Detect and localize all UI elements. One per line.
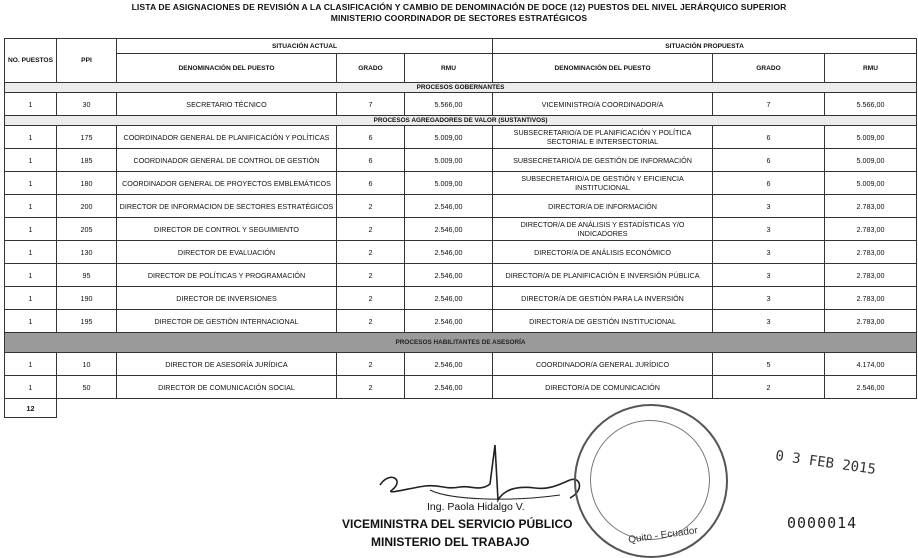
- cell-rmu-p: 4.174,00: [825, 353, 917, 376]
- col-header-grado-propuesta: GRADO: [713, 54, 825, 83]
- cell-grado-a: 2: [337, 218, 405, 241]
- cell-no: 1: [5, 126, 57, 149]
- table-row: [5, 172, 917, 195]
- cell-rmu-a: 2.546,00: [405, 353, 493, 376]
- cell-no: 1: [5, 195, 57, 218]
- cell-propuesta: SUBSECRETARIO/A DE PLANIFICACIÓN Y POLÍTICA SECTORIAL E INTERSECTORIAL: [493, 126, 713, 149]
- cell-actual: DIRECTOR DE ASESORÍA JURÍDICA: [117, 353, 337, 376]
- cell-propuesta: DIRECTOR/A DE INFORMACIÓN: [493, 195, 713, 218]
- cell-rmu-p: 2.783,00: [825, 241, 917, 264]
- section-row: [5, 116, 917, 126]
- header-row-groups: [5, 39, 917, 54]
- cell-grado-a: 2: [337, 310, 405, 333]
- cell-rmu-a: 2.546,00: [405, 195, 493, 218]
- cell-actual: COORDINADOR GENERAL DE PROYECTOS EMBLEMÁTICOS: [117, 172, 337, 195]
- cell-no: 1: [5, 310, 57, 333]
- cell-rmu-a: 2.546,00: [405, 264, 493, 287]
- official-seal-inner-ring: [590, 420, 710, 540]
- col-header-ppi: PPI: [57, 39, 117, 83]
- cell-rmu-a: 2.546,00: [405, 287, 493, 310]
- signatory-role: VICEMINISTRA DEL SERVICIO PÚBLICO: [342, 517, 573, 531]
- cell-grado-a: 2: [337, 195, 405, 218]
- cell-rmu-a: 5.009,00: [405, 149, 493, 172]
- cell-rmu-p: 2.546,00: [825, 376, 917, 399]
- cell-ppi: 50: [57, 376, 117, 399]
- cell-propuesta: DIRECTOR/A DE ANÁLISIS Y ESTADÍSTICAS Y/O INDICADORES: [493, 218, 713, 241]
- cell-ppi: 180: [57, 172, 117, 195]
- table-body: [5, 83, 917, 418]
- cell-grado-a: 2: [337, 264, 405, 287]
- cell-rmu-a: 5.009,00: [405, 126, 493, 149]
- cell-actual: DIRECTOR DE COMUNICACIÓN SOCIAL: [117, 376, 337, 399]
- cell-grado-p: 3: [713, 287, 825, 310]
- col-header-grado-actual: GRADO: [337, 54, 405, 83]
- cell-propuesta: COORDINADOR/A GENERAL JURÍDICO: [493, 353, 713, 376]
- cell-grado-a: 2: [337, 353, 405, 376]
- cell-actual: DIRECTOR DE POLÍTICAS Y PROGRAMACIÓN: [117, 264, 337, 287]
- signatory-name: Ing. Paola Hidalgo V.: [427, 501, 525, 513]
- cell-no: 1: [5, 376, 57, 399]
- document-subtitle: MINISTERIO COORDINADOR DE SECTORES ESTRATÉGICOS: [330, 13, 588, 23]
- section-label: PROCESOS HABILITANTES DE ASESORÍA: [5, 333, 917, 353]
- cell-grado-p: 3: [713, 264, 825, 287]
- signatory-organization: MINISTERIO DEL TRABAJO: [371, 535, 530, 549]
- cell-rmu-p: 2.783,00: [825, 310, 917, 333]
- cell-no: 1: [5, 218, 57, 241]
- cell-no: 1: [5, 353, 57, 376]
- cell-propuesta: DIRECTOR/A DE COMUNICACIÓN: [493, 376, 713, 399]
- cell-grado-a: 2: [337, 376, 405, 399]
- group-header-propuesta: SITUACIÓN PROPUESTA: [493, 39, 917, 54]
- cell-actual: DIRECTOR DE GESTIÓN INTERNACIONAL: [117, 310, 337, 333]
- cell-rmu-p: 5.009,00: [825, 149, 917, 172]
- cell-actual: COORDINADOR GENERAL DE CONTROL DE GESTIÓN: [117, 149, 337, 172]
- cell-no: 1: [5, 241, 57, 264]
- total-count: 12: [5, 399, 57, 418]
- cell-propuesta: DIRECTOR/A DE ANÁLISIS ECONÓMICO: [493, 241, 713, 264]
- cell-no: 1: [5, 172, 57, 195]
- section-label: PROCESOS AGREGADORES DE VALOR (SUSTANTIVOS): [5, 116, 917, 126]
- table-row: [5, 149, 917, 172]
- seal-text: Quito - Ecuador: [627, 525, 699, 546]
- cell-grado-p: 5: [713, 353, 825, 376]
- cell-rmu-p: 5.009,00: [825, 172, 917, 195]
- cell-propuesta: SUBSECRETARIO/A DE GESTIÓN DE INFORMACIÓN: [493, 149, 713, 172]
- col-header-no-puestos: NO. PUESTOS: [5, 39, 57, 83]
- cell-ppi: 195: [57, 310, 117, 333]
- col-header-rmu-propuesta: RMU: [825, 54, 917, 83]
- section-label: PROCESOS GOBERNANTES: [5, 83, 917, 93]
- cell-rmu-a: 5.566,00: [405, 93, 493, 116]
- table-row: [5, 376, 917, 399]
- cell-no: 1: [5, 287, 57, 310]
- cell-grado-p: 2: [713, 376, 825, 399]
- table-row: [5, 195, 917, 218]
- cell-grado-p: 7: [713, 93, 825, 116]
- table-row: [5, 264, 917, 287]
- cell-grado-a: 6: [337, 126, 405, 149]
- cell-propuesta: DIRECTOR/A DE GESTIÓN INSTITUCIONAL: [493, 310, 713, 333]
- document-number-stamp: 0000014: [787, 514, 858, 532]
- cell-no: 1: [5, 149, 57, 172]
- table-row: [5, 310, 917, 333]
- cell-rmu-a: 2.546,00: [405, 376, 493, 399]
- cell-grado-a: 7: [337, 93, 405, 116]
- table-row: [5, 126, 917, 149]
- cell-ppi: 95: [57, 264, 117, 287]
- cell-grado-p: 3: [713, 310, 825, 333]
- cell-ppi: 190: [57, 287, 117, 310]
- cell-rmu-a: 2.546,00: [405, 310, 493, 333]
- cell-grado-p: 6: [713, 126, 825, 149]
- cell-ppi: 10: [57, 353, 117, 376]
- cell-rmu-p: 2.783,00: [825, 287, 917, 310]
- cell-ppi: 130: [57, 241, 117, 264]
- cell-rmu-a: 2.546,00: [405, 241, 493, 264]
- table-row: [5, 353, 917, 376]
- cell-actual: DIRECTOR DE INVERSIONES: [117, 287, 337, 310]
- cell-actual: SECRETARIO TÉCNICO: [117, 93, 337, 116]
- received-date-stamp: 0 3 FEB 2015: [774, 448, 877, 478]
- header-row-columns: [5, 54, 917, 83]
- cell-ppi: 200: [57, 195, 117, 218]
- cell-rmu-p: 5.566,00: [825, 93, 917, 116]
- cell-actual: DIRECTOR DE EVALUACIÓN: [117, 241, 337, 264]
- table-row: [5, 93, 917, 116]
- cell-ppi: 175: [57, 126, 117, 149]
- cell-grado-a: 2: [337, 241, 405, 264]
- cell-ppi: 30: [57, 93, 117, 116]
- cell-ppi: 205: [57, 218, 117, 241]
- cell-grado-a: 6: [337, 149, 405, 172]
- cell-propuesta: SUBSECRETARIO/A DE GESTIÓN Y EFICIENCIA INSTITUCIONAL: [493, 172, 713, 195]
- cell-actual: COORDINADOR GENERAL DE PLANIFICACIÓN Y POLÍTICAS: [117, 126, 337, 149]
- cell-rmu-p: 5.009,00: [825, 126, 917, 149]
- cell-rmu-p: 2.783,00: [825, 264, 917, 287]
- cell-propuesta: DIRECTOR/A DE GESTIÓN PARA LA INVERSIÓN: [493, 287, 713, 310]
- total-row-blank: [57, 399, 917, 418]
- cell-actual: DIRECTOR DE INFORMACION DE SECTORES ESTRATÉGICOS: [117, 195, 337, 218]
- table-row: [5, 241, 917, 264]
- positions-table: [4, 38, 917, 418]
- cell-rmu-a: 2.546,00: [405, 218, 493, 241]
- table-row: [5, 287, 917, 310]
- cell-rmu-p: 2.783,00: [825, 195, 917, 218]
- cell-rmu-a: 5.009,00: [405, 172, 493, 195]
- table-row: [5, 218, 917, 241]
- group-header-actual: SITUACIÓN ACTUAL: [117, 39, 493, 54]
- cell-grado-p: 3: [713, 218, 825, 241]
- col-header-rmu-actual: RMU: [405, 54, 493, 83]
- cell-actual: DIRECTOR DE CONTROL Y SEGUIMIENTO: [117, 218, 337, 241]
- cell-propuesta: DIRECTOR/A DE PLANIFICACIÓN E INVERSIÓN PÚBLICA: [493, 264, 713, 287]
- cell-grado-a: 2: [337, 287, 405, 310]
- col-header-denominacion-propuesta: DENOMINACIÓN DEL PUESTO: [493, 54, 713, 83]
- cell-rmu-p: 2.783,00: [825, 218, 917, 241]
- cell-grado-a: 6: [337, 172, 405, 195]
- cell-propuesta: VICEMINISTRO/A COORDINADOR/A: [493, 93, 713, 116]
- cell-ppi: 185: [57, 149, 117, 172]
- cell-no: 1: [5, 264, 57, 287]
- document-title: LISTA DE ASIGNACIONES DE REVISIÓN A LA CLASIFICACIÓN Y CAMBIO DE DENOMINACIÓN DE DOCE (12) PUESTOS DEL NIVEL JERÁRQUICO SUPERIOR: [131, 2, 787, 12]
- section-row: [5, 333, 917, 353]
- cell-grado-p: 6: [713, 172, 825, 195]
- col-header-denominacion-actual: DENOMINACIÓN DEL PUESTO: [117, 54, 337, 83]
- cell-grado-p: 6: [713, 149, 825, 172]
- total-row: [5, 399, 917, 418]
- section-row: [5, 83, 917, 93]
- cell-grado-p: 3: [713, 241, 825, 264]
- cell-no: 1: [5, 93, 57, 116]
- cell-grado-p: 3: [713, 195, 825, 218]
